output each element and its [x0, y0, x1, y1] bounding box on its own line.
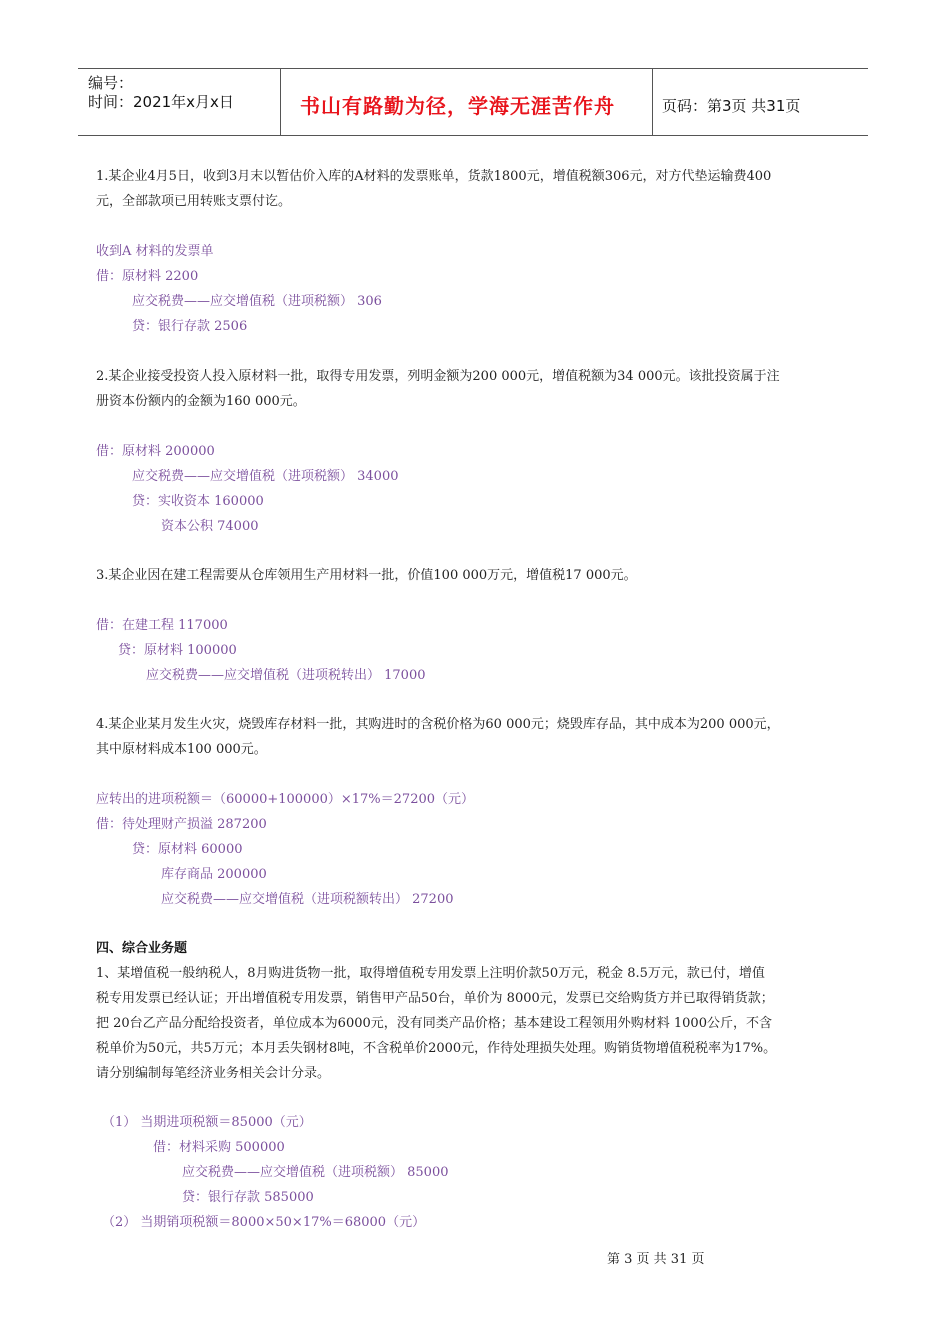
problem-line-1: 1、某增值税一般纳税人，8月购进货物一批，取得增值税专用发票上注明价款50万元，税金 8.5万元，款已付，增值	[96, 966, 765, 981]
question-3: 3.某企业因在建工程需要从仓库领用生产用材料一批，价值100 000万元，增值税17 000元。	[96, 568, 637, 583]
page-footer: 第 3 页 共 31 页	[607, 1252, 705, 1267]
solution-1-tax: 应交税费——应交增值税（进项税额） 85000	[182, 1165, 449, 1180]
answer-1-credit: 贷：银行存款 2506	[132, 319, 248, 334]
answer-3-credit-2: 应交税费——应交增值税（进项税转出） 17000	[146, 668, 426, 683]
answer-2-tax: 应交税费——应交增值税（进项税额） 34000	[132, 469, 399, 484]
question-1-line-2: 元，全部款项已用转账支票付讫。	[96, 194, 292, 209]
answer-4-debit: 借：待处理财产损溢 287200	[96, 817, 267, 832]
header-divider-left	[280, 68, 281, 136]
answer-3-debit: 借：在建工程 117000	[96, 618, 228, 633]
problem-line-3: 把 20台乙产品分配给投资者，单位成本为6000元，没有同类产品价格；基本建设工程领用外购材料 1000公斤，不含	[96, 1016, 772, 1031]
question-4-line-2: 其中原材料成本100 000元。	[96, 742, 267, 757]
header-top-rule	[78, 68, 868, 69]
answer-1-note: 收到A 材料的发票单	[96, 244, 214, 259]
problem-line-4: 税单价为50元，共5万元；本月丢失钢材8吨，不含税单价2000元，作待处理损失处理。购销货物增值税税率为17%。	[96, 1041, 777, 1056]
answer-2-credit-2: 资本公积 74000	[161, 519, 259, 534]
solution-1-debit: 借：材料采购 500000	[153, 1140, 285, 1155]
problem-line-5: 请分别编制每笔经济业务相关会计分录。	[96, 1066, 331, 1081]
answer-4-credit: 贷：原材料 60000	[132, 842, 243, 857]
page-indicator: 页码：第3页 共31页	[662, 97, 801, 115]
solution-1-credit: 贷：银行存款 585000	[182, 1190, 314, 1205]
section-heading: 四、综合业务题	[96, 941, 188, 956]
header-bottom-rule	[78, 135, 868, 136]
answer-4-credit-3: 应交税费——应交增值税（进项税额转出） 27200	[161, 892, 454, 907]
solution-1-calc: （1） 当期进项税额＝85000（元）	[102, 1115, 312, 1130]
header-divider-right	[652, 68, 653, 136]
question-2-line-1: 2.某企业接受投资人投入原材料一批，取得专用发票，列明金额为200 000元，增值税额为34 000元。该批投资属于注	[96, 369, 780, 384]
solution-2-calc: （2） 当期销项税额＝8000×50×17%＝68000（元）	[102, 1215, 426, 1230]
answer-3-credit: 贷：原材料 100000	[118, 643, 237, 658]
header-motto: 书山有路勤为径，学海无涯苦作舟	[300, 94, 615, 118]
answer-1-tax: 应交税费——应交增值税（进项税额） 306	[132, 294, 382, 309]
question-2-line-2: 册资本份额内的金额为160 000元。	[96, 394, 306, 409]
answer-4-credit-2: 库存商品 200000	[161, 867, 267, 882]
document-date: 时间：2021年x月x日	[88, 93, 234, 111]
question-1-line-1: 1.某企业4月5日，收到3月末以暂估价入库的A材料的发票账单，货款1800元，增值税额306元，对方代垫运输费400	[96, 169, 772, 184]
document-number-label: 编号：	[88, 74, 134, 92]
problem-line-2: 税专用发票已经认证；开出增值税专用发票，销售甲产品50台，单价为 8000元，发票已交给购货方并已取得销货款；	[96, 991, 774, 1006]
answer-2-credit: 贷：实收资本 160000	[132, 494, 264, 509]
answer-1-debit: 借：原材料 2200	[96, 269, 199, 284]
question-4-line-1: 4.某企业某月发生火灾，烧毁库存材料一批，其购进时的含税价格为60 000元；烧毁库存品，其中成本为200 000元，	[96, 717, 780, 732]
answer-4-calc: 应转出的进项税额＝（60000+100000）×17%＝27200（元）	[96, 792, 475, 807]
answer-2-debit: 借：原材料 200000	[96, 444, 215, 459]
